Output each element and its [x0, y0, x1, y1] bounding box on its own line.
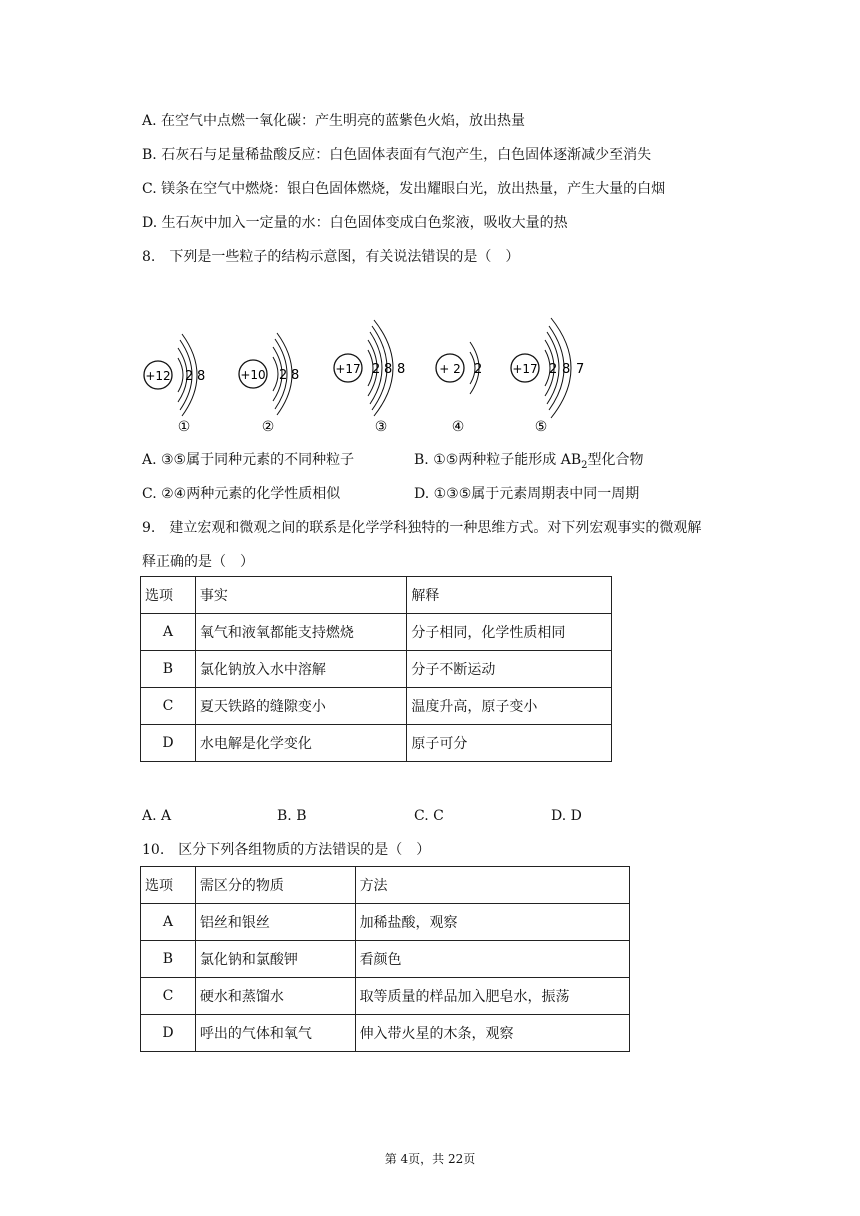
svg-text:2: 2 — [372, 362, 381, 377]
q8-stem: 8. 下列是一些粒子的结构示意图，有关说法错误的是（ ） — [142, 249, 520, 265]
q9-option-d: D. D — [551, 808, 582, 824]
svg-text:①: ① — [177, 419, 191, 435]
svg-text:8: 8 — [384, 362, 393, 377]
q7-option-d: D. 生石灰中加入一定量的水：白色固体变成白色浆液，吸收大量的热 — [142, 215, 568, 231]
q10-stem: 10. 区分下列各组物质的方法错误的是（ ） — [142, 842, 431, 858]
particle-diagrams — [130, 300, 610, 440]
svg-text:7: 7 — [576, 362, 585, 377]
table-header-row: 选项 事实 解释 — [141, 577, 612, 614]
q7-option-b: B. 石灰石与足量稀盐酸反应：白色固体表面有气泡产生，白色固体逐渐减少至消失 — [142, 147, 652, 163]
svg-text:⑤: ⑤ — [534, 419, 548, 435]
svg-text:③: ③ — [374, 419, 388, 435]
q9-option-b: B. B — [277, 808, 307, 824]
particle-4-diagram — [436, 342, 482, 435]
svg-text:2: 2 — [279, 368, 288, 383]
particle-2-diagram — [239, 333, 299, 435]
q7-option-a: A. 在空气中点燃一氧化碳：产生明亮的蓝紫色火焰，放出热量 — [142, 113, 526, 129]
q9-stem-line2: 释正确的是（ ） — [142, 554, 254, 570]
table-row: C 夏天铁路的缝隙变小 温度升高，原子变小 — [141, 688, 612, 725]
table-row: B 氯化钠和氯酸钾 看颜色 — [141, 941, 630, 978]
svg-text:8: 8 — [291, 368, 300, 383]
q9-table — [140, 576, 612, 762]
q8-option-a: A. ③⑤属于同种元素的不同种粒子 — [142, 452, 355, 468]
q9-option-c: C. C — [414, 808, 444, 824]
svg-text:2: 2 — [549, 362, 558, 377]
table-row: C 硬水和蒸馏水 取等质量的样品加入肥皂水，振荡 — [141, 978, 630, 1015]
svg-text:8: 8 — [197, 369, 206, 384]
svg-text:+17: +17 — [512, 362, 538, 376]
particle-3-diagram — [334, 320, 405, 435]
table-row: D 水电解是化学变化 原子可分 — [141, 725, 612, 762]
table-row: A 铝丝和银丝 加稀盐酸，观察 — [141, 904, 630, 941]
svg-text:8: 8 — [397, 362, 406, 377]
q7-option-c: C. 镁条在空气中燃烧：银白色固体燃烧，发出耀眼白光，放出热量，产生大量的白烟 — [142, 181, 666, 197]
svg-text:+17: +17 — [335, 362, 361, 376]
table-row: B 氯化钠放入水中溶解 分子不断运动 — [141, 651, 612, 688]
page-footer: 第 4页，共 22页 — [384, 1152, 476, 1166]
svg-text:2: 2 — [474, 362, 483, 377]
table-row: A 氧气和液氧都能支持燃烧 分子相同，化学性质相同 — [141, 614, 612, 651]
particle-5-diagram — [511, 318, 584, 435]
svg-text:8: 8 — [562, 362, 571, 377]
svg-text:②: ② — [261, 419, 275, 435]
table-row: D 呼出的气体和氧气 伸入带火星的木条，观察 — [141, 1015, 630, 1052]
q10-table — [140, 866, 630, 1052]
svg-text:④: ④ — [451, 419, 465, 435]
q9-option-a: A. A — [142, 808, 172, 824]
svg-text:2: 2 — [185, 369, 194, 384]
q8-option-b: B. ①⑤两种粒子能形成 $AB_2$型化合物 — [414, 452, 644, 471]
q9-stem-line1: 9. 建立宏观和微观之间的联系是化学学科独特的一种思维方式。对下列宏观事实的微观解 — [142, 520, 702, 536]
table-header-row: 选项 需区分的物质 方法 — [141, 867, 630, 904]
q8-option-c: C. ②④两种元素的化学性质相似 — [142, 486, 341, 502]
svg-text:+ 2: + 2 — [439, 362, 461, 376]
svg-text:+12: +12 — [145, 369, 171, 383]
q8-option-d: D. ①③⑤属于元素周期表中同一周期 — [414, 486, 640, 502]
svg-text:+10: +10 — [240, 368, 266, 382]
particle-1-diagram — [144, 334, 205, 435]
